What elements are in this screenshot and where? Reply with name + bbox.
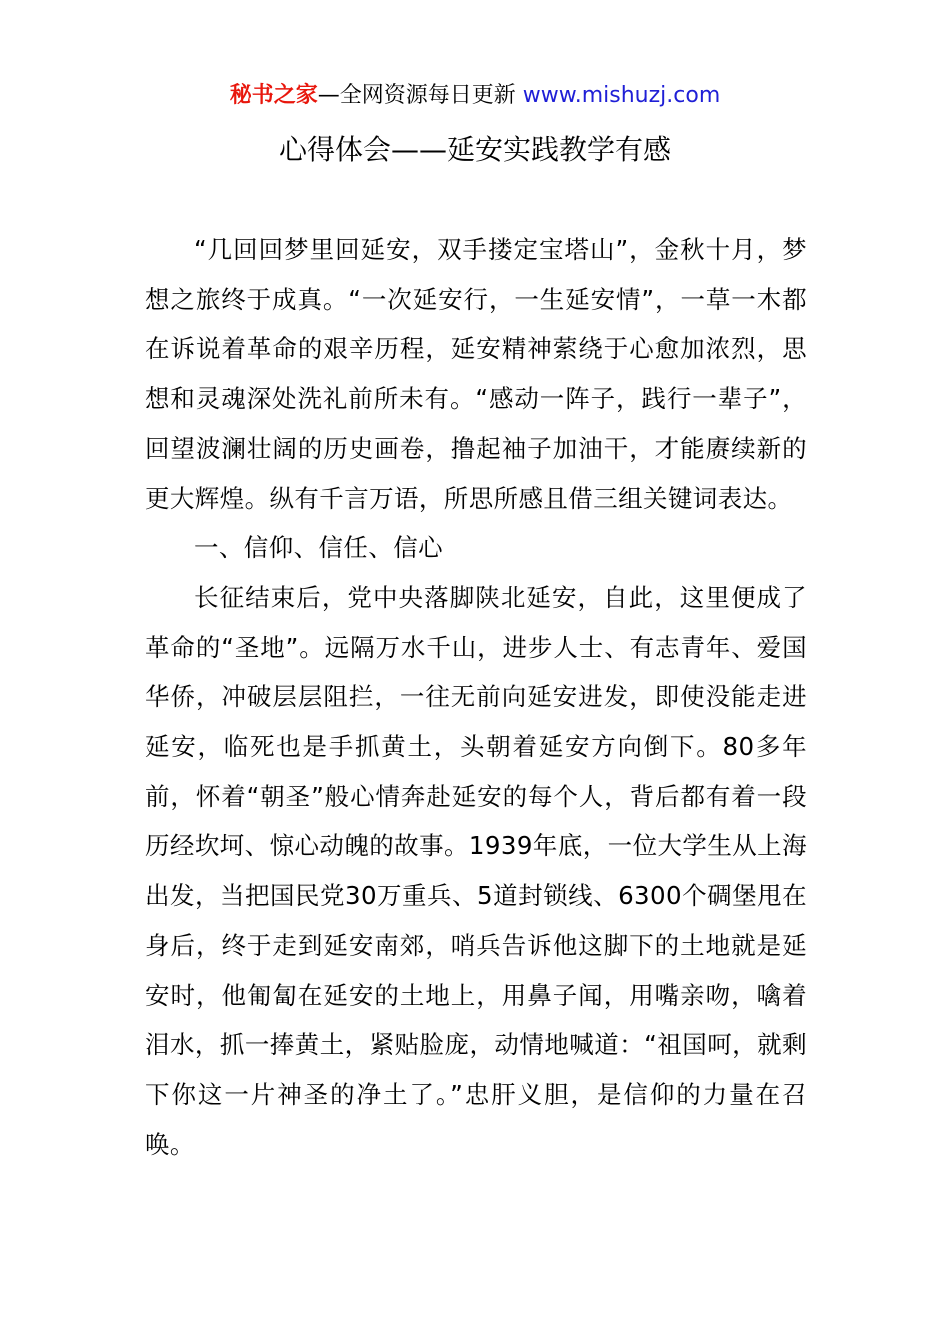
paragraph-faith: 长征结束后，党中央落脚陕北延安，自此，这里便成了革命的“圣地”。远隔万水千山，进步人士、有志青年、爱国华侨，冲破层层阻拦，一往无前向延安进发，即使没能走进延安，临死也是手抓黄土，头朝着延安方向倒下。80多年前，怀着“朝圣”般心情奔赴延安的每个人，背后都有着一段历经坎坷、惊心动魄的故事。1939年底，一位大学生从上海出发，当把国民党30万重兵、5道封锁线、6300个碉堡甩在身后，终于走到延安南郊，哨兵告诉他这脚下的土地就是延安时，他匍匐在延安的土地上，用鼻子闻，用嘴亲吻，噙着泪水，抓一捧黄土，紧贴脸庞，动情地喊道：“祖国呵，就剩下你这一片神圣的净土了。”忠肝义胆，是信仰的力量在召唤。 [145,582,807,1159]
brand-name: 秘书之家 [229,83,318,108]
document-body [145,225,807,1169]
site-header [0,80,950,112]
site-url-link[interactable]: www.mishuzj.com [522,83,721,108]
section-heading: 一、信仰、信任、信心 [194,533,443,563]
document-title: 心得体会——延安实践教学有感 [278,133,671,166]
header-tagline: —全网资源每日更新 [317,83,523,108]
paragraph-intro: “几回回梦里回延安，双手搂定宝塔山”，金秋十月，梦想之旅终于成真。“一次延安行，一生延安情”，一草一木都在诉说着革命的艰辛历程，延安精神萦绕于心愈加浓烈，思想和灵魂深处洗礼前所未有。“感动一阵子，践行一辈子”，回望波澜壮阔的历史画卷，撸起袖子加油干，才能赓续新的更大辉煌。纵有千言万语，所思所感且借三组关键词表达。 [145,235,807,513]
